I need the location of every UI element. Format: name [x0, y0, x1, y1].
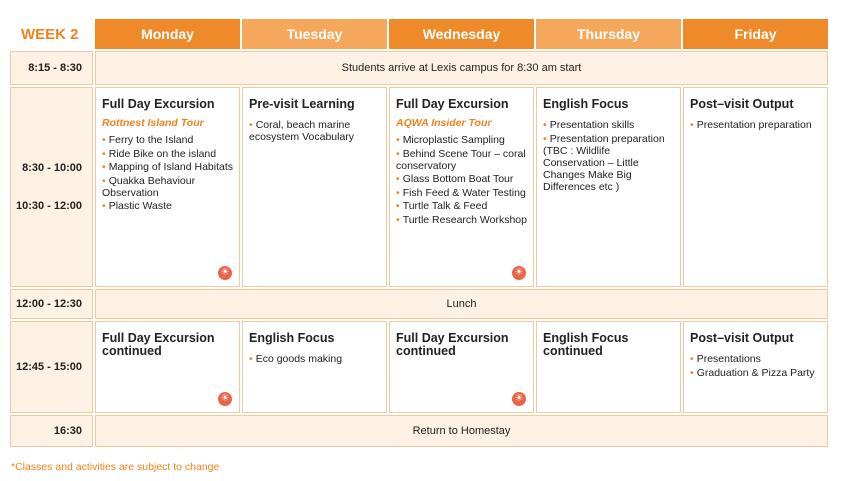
day-header-friday: Friday — [683, 19, 828, 49]
cell-title: Pre-visit Learning — [249, 97, 355, 111]
time-lunch: 12:00 - 12:30 — [10, 289, 93, 319]
activity-list — [102, 134, 233, 212]
cell-friday-afternoon — [683, 321, 828, 413]
morning-row — [10, 87, 828, 287]
return-row — [10, 415, 828, 447]
list-item: • Mapping of Island Habitats — [102, 161, 234, 173]
cell-wednesday-afternoon — [389, 321, 534, 413]
activity-list — [543, 119, 674, 193]
list-item: • Ride Bike on the island — [102, 147, 217, 160]
activity-list — [690, 353, 821, 379]
list-item: • Presentations — [690, 353, 761, 365]
time-morning-2: 10:30 - 12:00 — [15, 200, 82, 212]
cell-friday-morning — [683, 87, 828, 287]
arrival-text: Students arrive at Lexis campus for 8:30 am start — [95, 51, 828, 85]
sun-icon: ☀ — [512, 266, 526, 280]
cell-title: English Focus continued — [543, 331, 629, 358]
cell-tuesday-morning — [242, 87, 387, 287]
list-item: • Glass Bottom Boat Tour — [396, 173, 514, 185]
list-item: • Fish Feed & Water Testing — [396, 186, 526, 199]
list-item: • Coral, beach marine ecosystem Vocabulary — [249, 119, 355, 143]
schedule-table — [8, 17, 830, 449]
list-item: • Presentation skills — [543, 119, 635, 131]
list-item: • Graduation & Pizza Party — [690, 366, 815, 379]
arrival-row — [10, 51, 828, 85]
cell-title: Post–visit Output — [690, 331, 794, 345]
activity-list — [396, 134, 527, 226]
day-header-tuesday: Tuesday — [242, 19, 387, 49]
cell-title: Post–visit Output — [690, 97, 794, 111]
list-item: • Behind Scene Tour – coral conservatory — [396, 147, 526, 172]
cell-title: Full Day Excursion — [102, 97, 215, 111]
cell-title: Full Day Excursion continued — [102, 331, 215, 358]
activity-list — [690, 119, 821, 131]
day-header-wednesday: Wednesday — [389, 19, 534, 49]
return-text: Return to Homestay — [95, 415, 828, 447]
list-item: • Plastic Waste — [102, 200, 172, 212]
tour-subtitle: Rottnest Island Tour — [102, 117, 204, 129]
tour-subtitle: AQWA Insider Tour — [396, 117, 492, 129]
list-item: • Presentation preparation (TBC : Wildlife Conservation – Little Changes Make Big Differences etc ) — [543, 132, 665, 193]
disclaimer-note: *Classes and activities are subject to change — [11, 461, 220, 473]
cell-title: Full Day Excursion — [396, 97, 509, 111]
afternoon-row — [10, 321, 828, 413]
cell-thursday-morning — [536, 87, 681, 287]
list-item: • Turtle Research Workshop — [396, 213, 527, 226]
time-afternoon: 12:45 - 15:00 — [10, 321, 93, 413]
cell-title: English Focus — [249, 331, 335, 345]
list-item: • Quakka Behaviour Observation — [102, 174, 196, 199]
cell-monday-afternoon — [95, 321, 240, 413]
cell-wednesday-morning — [389, 87, 534, 287]
week-label: WEEK 2 — [10, 19, 93, 49]
time-morning-1: 8:30 - 10:00 — [22, 162, 82, 174]
lunch-text: Lunch — [95, 289, 828, 319]
activity-list — [249, 119, 380, 143]
list-item: • Microplastic Sampling — [396, 134, 505, 146]
cell-thursday-afternoon — [536, 321, 681, 413]
day-header-thursday: Thursday — [536, 19, 681, 49]
cell-title: Full Day Excursion continued — [396, 331, 509, 358]
cell-monday-morning — [95, 87, 240, 287]
cell-tuesday-afternoon — [242, 321, 387, 413]
cell-title: English Focus — [543, 97, 629, 111]
activity-list — [249, 353, 380, 365]
lunch-row — [10, 289, 828, 319]
sun-icon: ☀ — [218, 392, 232, 406]
time-return: 16:30 — [10, 415, 93, 447]
time-arrival: 8:15 - 8:30 — [10, 51, 93, 85]
list-item: • Eco goods making — [249, 353, 343, 365]
sun-icon: ☀ — [218, 266, 232, 280]
header-row — [10, 19, 828, 49]
list-item: • Presentation preparation — [690, 119, 812, 131]
weekly-schedule — [10, 19, 830, 449]
list-item: • Turtle Talk & Feed — [396, 200, 488, 212]
time-morning — [10, 87, 93, 287]
day-header-monday: Monday — [95, 19, 240, 49]
sun-icon: ☀ — [512, 392, 526, 406]
list-item: • Ferry to the Island — [102, 134, 194, 146]
